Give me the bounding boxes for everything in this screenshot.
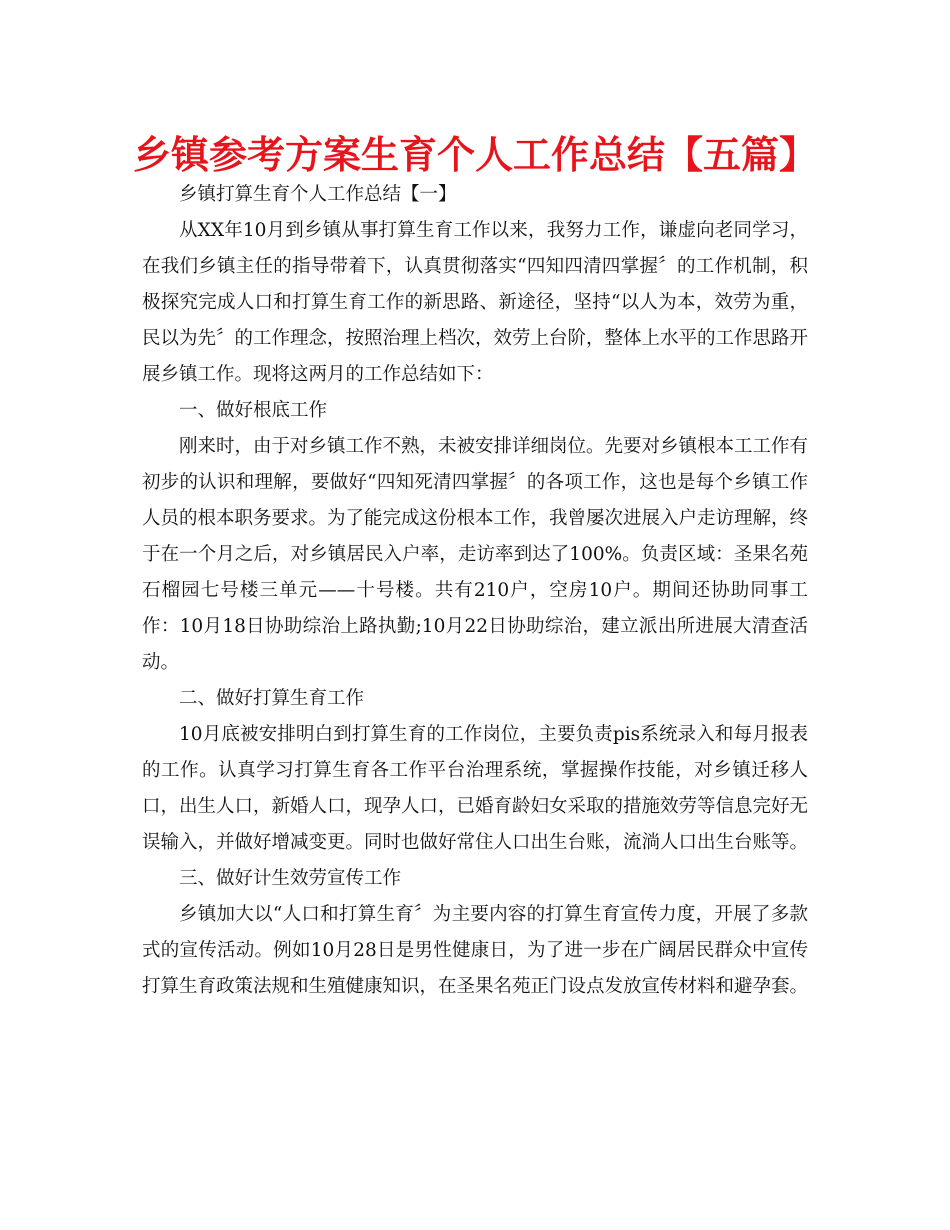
paragraph-section-3: 乡镇加大以“人口和打算生育〞为主要内容的打算生育宣传力度，开展了多款式的宣传活动。例如10月28日是男性健康日，为了进一步在广阔居民群众中宣传打算生育政策法规和生殖健康知识，在圣果名苑正门设点发放宣传材料和避孕套。 [142, 904, 809, 997]
document-body [142, 177, 808, 1005]
section-heading-1: 一、做好根底工作 [179, 400, 328, 421]
section-subtitle: 乡镇打算生育个人工作总结【一】 [179, 184, 457, 205]
section-heading-2: 二、做好打算生育工作 [179, 688, 365, 709]
paragraph-section-1: 刚来时，由于对乡镇工作不熟，未被安排详细岗位。先要对乡镇根本工工作有初步的认识和理解，要做好“四知死清四掌握〞的各项工作，这也是每个乡镇工作人员的根本职务要求。为了能完成这份根本工作，我曾屡次进展入户走访理解，终于在一个月之后，对乡镇居民入户率，走访率到达了100%。负责区域：圣果名苑石榴园七号楼三单元——十号楼。共有210户，空房10户。期间还协助同事工作：10月18日协助综治上路执勤;10月22日协助综治，建立派出所进展大清查活动。 [142, 436, 809, 673]
document-title: 乡镇参考方案生育个人工作总结【五篇】 [132, 133, 817, 177]
paragraph-section-2: 10月底被安排明白到打算生育的工作岗位，主要负责pis系统录入和每月报表的工作。认真学习打算生育各工作平台治理系统，掌握操作技能，对乡镇迁移人口，出生人口，新婚人口，现孕人口，已婚育龄妇女采取的措施效劳等信息完好无误输入，并做好增减变更。同时也做好常住人口出生台账，流淌人口出生台账等。 [142, 724, 809, 853]
paragraph-intro: 从XX年10月到乡镇从事打算生育工作以来，我努力工作，谦虚向老同学习，在我们乡镇主任的指导带着下，认真贯彻落实“四知四清四掌握〞的工作机制，积极探究完成人口和打算生育工作的新思路、新途径，坚持“以人为本，效劳为重，民以为先〞的工作理念，按照治理上档次，效劳上台阶，整体上水平的工作思路开展乡镇工作。现将这两月的工作总结如下： [142, 220, 809, 385]
section-heading-3: 三、做好计生效劳宣传工作 [179, 868, 402, 889]
